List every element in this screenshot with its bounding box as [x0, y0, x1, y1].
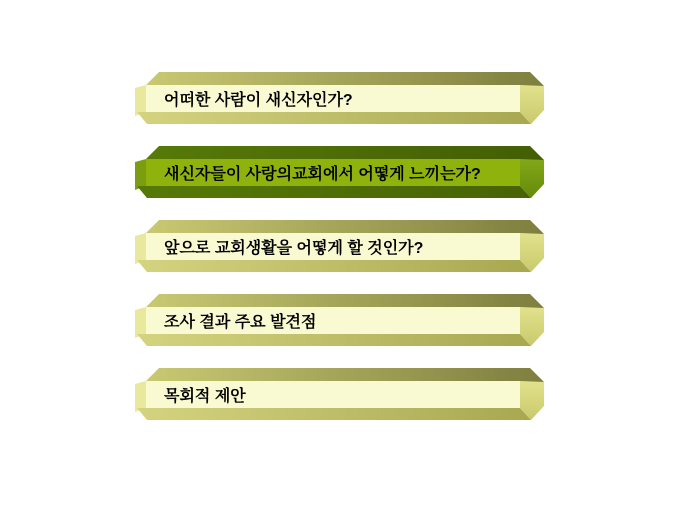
agenda-item-key-findings[interactable]	[135, 294, 544, 346]
agenda-item-who-are-newcomers[interactable]	[135, 72, 544, 124]
agenda-item-label: 앞으로 교회생활을 어떻게 할 것인가?	[164, 240, 424, 257]
bar-left-face	[135, 85, 146, 116]
bar-bottom-face	[137, 260, 531, 272]
agenda-item-label: 조사 결과 주요 발견점	[164, 314, 317, 331]
agenda-item-future-church-life[interactable]	[135, 220, 544, 272]
bar-left-face	[135, 233, 146, 264]
agenda-item-label: 어떠한 사람이 새신자인가?	[164, 92, 353, 109]
agenda-item-label: 새신자들이 사랑의교회에서 어떻게 느끼는가?	[164, 166, 481, 183]
bar-left-face	[135, 159, 146, 190]
agenda-item-pastoral-proposal[interactable]	[135, 368, 544, 420]
bar-top-face	[146, 146, 544, 160]
bar-left-face	[135, 307, 146, 338]
bar-bottom-face	[137, 186, 531, 198]
bar-bottom-face	[137, 334, 531, 346]
bar-top-face	[146, 294, 544, 308]
bar-bottom-face	[137, 112, 531, 124]
agenda-item-how-newcomers-feel[interactable]	[135, 146, 544, 198]
agenda-item-label: 목회적 제안	[164, 388, 246, 405]
bar-top-face	[146, 72, 544, 86]
bar-top-face	[146, 220, 544, 234]
bar-left-face	[135, 381, 146, 412]
bar-bottom-face	[137, 408, 531, 420]
bar-top-face	[146, 368, 544, 382]
